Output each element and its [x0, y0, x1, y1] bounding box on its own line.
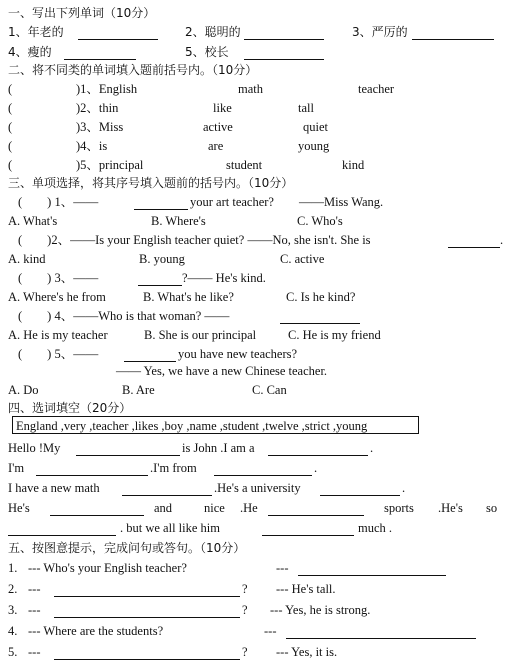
item-3: 3、严厉的 — [352, 25, 408, 39]
dialog-row-1: 1. --- Who's your English teacher? --- — [8, 559, 504, 578]
fill-line-5: . but we all like him much . — [8, 519, 504, 538]
answer-blank[interactable] — [268, 442, 368, 456]
answer-blank[interactable] — [78, 26, 158, 40]
option-a: A. Where's he from — [8, 290, 106, 304]
answer-blank[interactable] — [124, 348, 176, 362]
section2-row: ( )4、is are young — [8, 139, 330, 153]
section1-row1 — [8, 23, 504, 42]
option-a: A. Do — [8, 383, 39, 397]
answer-blank[interactable] — [122, 482, 212, 496]
option-b: B. What's he like? — [143, 290, 234, 304]
answer-blank[interactable] — [448, 234, 500, 248]
question-4-options — [8, 326, 504, 345]
section5-title: 五、按图意提示，完成问句或答句。（10分） — [8, 541, 246, 555]
item-2: 2、聪明的 — [185, 25, 241, 39]
option-b: B. young — [139, 252, 185, 266]
item-5: 5、校长 — [185, 45, 229, 59]
answer-blank[interactable] — [412, 26, 494, 40]
answer-blank[interactable] — [36, 462, 148, 476]
section3-title: 三、单项选择，将其序号填入题前的括号内。（10分） — [8, 176, 294, 190]
answer-blank[interactable] — [76, 442, 180, 456]
answer-blank[interactable] — [64, 46, 136, 60]
answer-blank[interactable] — [244, 26, 324, 40]
option-a: A. He is my teacher — [8, 328, 108, 342]
question-5-options — [8, 381, 504, 400]
fill-line-3: I have a new math .He's a university . — [8, 481, 406, 495]
option-c: C. He is my friend — [288, 328, 381, 342]
answer-blank[interactable] — [268, 502, 364, 516]
section2-row: ( )5、principal student kind — [8, 158, 365, 172]
question-4: ( ) 4、——Who is that woman? —— — [8, 307, 504, 326]
option-c: C. Who's — [297, 214, 343, 228]
section2-title: 二、将不同类的单词填入题前括号内。（10分） — [8, 63, 258, 77]
word-bank: England ,very ,teacher ,likes ,boy ,name ,student ,twelve ,strict ,young — [12, 416, 419, 434]
fill-line-2: I'm .I'm from . — [8, 461, 318, 475]
answer-blank[interactable] — [244, 46, 324, 60]
dialog-row-3: 3. --- ? --- Yes, he is strong. — [8, 603, 371, 617]
answer-blank[interactable] — [54, 604, 240, 618]
answer-blank[interactable] — [54, 583, 240, 597]
question-1-options — [8, 212, 504, 231]
answer-blank[interactable] — [134, 196, 188, 210]
answer-blank[interactable] — [262, 522, 354, 536]
section1-row2 — [8, 43, 504, 62]
fill-line-4: He's and nice .He sports .He's so — [8, 501, 498, 515]
question-2-options — [8, 250, 504, 269]
question-3-options — [8, 288, 504, 307]
answer-blank[interactable] — [54, 646, 240, 660]
section2-row: ( )1、English math teacher — [8, 82, 395, 96]
question-2: ( )2、——Is your English teacher quiet? ——No, she isn't. She is . — [18, 233, 504, 247]
dialog-row-2: 2. --- ? --- He's tall. — [8, 582, 336, 596]
answer-blank[interactable] — [298, 562, 446, 576]
answer-blank[interactable] — [50, 502, 144, 516]
option-a: A. What's — [8, 214, 58, 228]
question-1: ( ) 1、—— your art teacher? ——Miss Wang. — [18, 195, 384, 209]
answer-blank[interactable] — [214, 462, 312, 476]
option-b: B. She is our principal — [144, 328, 257, 342]
section4-title: 四、选词填空（20分） — [8, 401, 132, 415]
question-5-line2: —— Yes, we have a new Chinese teacher. — [116, 364, 328, 378]
dialog-row-4: 4. --- Where are the students? --- — [8, 622, 504, 641]
item-1: 1、年老的 — [8, 25, 64, 39]
answer-blank[interactable] — [138, 272, 182, 286]
question-5: ( ) 5、—— you have new teachers? — [18, 347, 298, 361]
option-b: B. Are — [122, 383, 155, 397]
section2-row: ( )3、Miss active quiet — [8, 120, 328, 134]
answer-blank[interactable] — [320, 482, 400, 496]
fill-line-1: Hello !My is John .I am a . — [8, 441, 374, 455]
answer-blank[interactable] — [286, 625, 476, 639]
option-c: C. Can — [252, 383, 287, 397]
option-a: A. kind — [8, 252, 46, 266]
section2-row: ( )2、thin like tall — [8, 101, 314, 115]
question-3: ( ) 3、—— ?—— He's kind. — [18, 271, 266, 285]
answer-blank[interactable] — [8, 522, 116, 536]
option-c: C. active — [280, 252, 325, 266]
section1-title: 一、写出下列单词（10分） — [8, 6, 156, 20]
item-4: 4、瘦的 — [8, 45, 52, 59]
answer-blank[interactable] — [280, 310, 360, 324]
option-b: B. Where's — [151, 214, 206, 228]
option-c: C. Is he kind? — [286, 290, 356, 304]
dialog-row-5: 5. --- ? --- Yes, it is. — [8, 645, 338, 659]
